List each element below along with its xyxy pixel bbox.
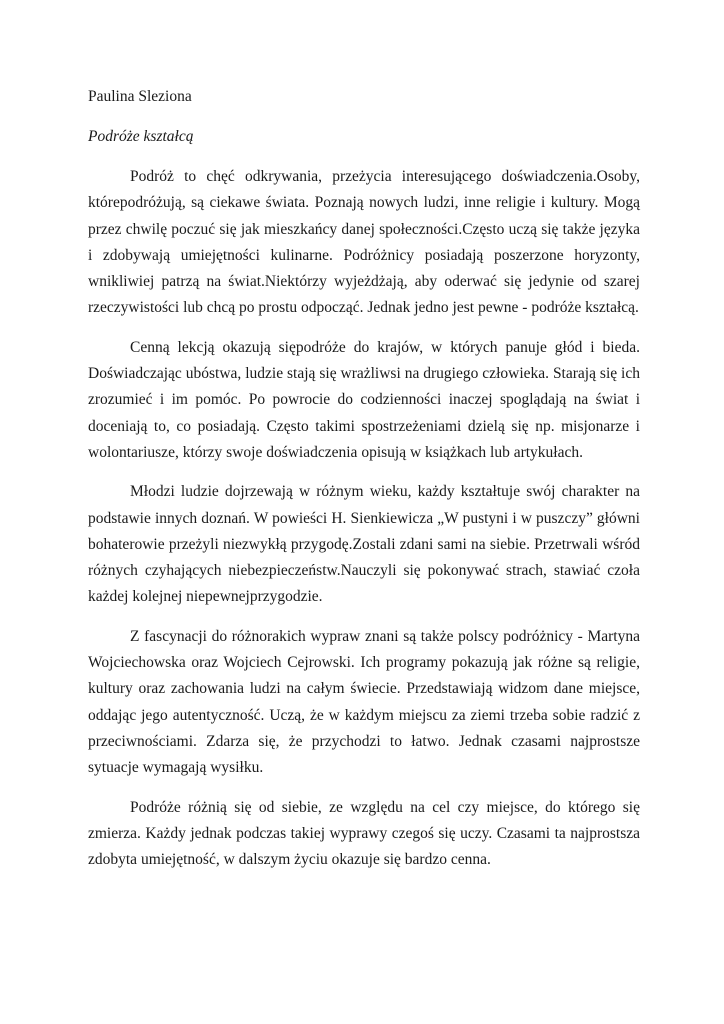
paragraph: Młodzi ludzie dojrzewają w różnym wieku, każdy kształtuje swój charakter na podstawie innych doznań. W powieści H. Sienkiewicza „W pustyni i w puszczy” główni bohaterowie przeżyli niezwykłą przygodę.Zostali zdani sami na siebie. Przetrwali wśród różnych czyhających niebezpieczeństw.Nauczyli się pokonywać strach, stawiać czoła każdej kolejnej niepewnejprzygodzie. <box>88 483 640 606</box>
paragraph: Podróże różnią się od siebie, ze względu na cel czy miejsce, do którego się zmierza. Każdy jednak podczas takiej wyprawy czegoś się uczy. Czasami ta najprostsza zdobyta umiejętność, w dalszym życiu okazuje się bardzo cenna. <box>88 798 640 869</box>
paragraph: Cenną lekcją okazują siępodróże do krajów, w których panuje głód i bieda. Doświadczając ubóstwa, ludzie stają się wrażliwsi na drugiego człowieka. Starają się ich zrozumieć i im pomóc. Po powrocie do codzienności inaczej spoglądają na świat i doceniają to, co posiadają. Często takimi spostrzeżeniami dzielą się np. misjonarze i wolontariusze, którzy swoje doświadczenia opisują w książkach lub artykułach. <box>88 338 640 461</box>
document-body <box>88 84 640 886</box>
paragraph: Podróż to chęć odkrywania, przeżycia interesującego doświadczenia.Osoby, którepodróżują, są ciekawe świata. Poznają nowych ludzi, inne religie i kultury. Mogą przez chwilę poczuć się jak mieszkańcy danej społeczności.Często uczą się także języka i zdobywają umiejętności kulinarne. Podróżnicy posiadają poszerzone horyzonty, wnikliwiej patrzą na świat.Niektórzy wyjeżdżają, aby oderwać się jedynie od szarej rzeczywistości lub chcą po prostu odpocząć. Jednak jedno jest pewne - podróże kształcą. <box>88 168 640 317</box>
essay-title: Podróże kształcą <box>88 128 194 145</box>
author-name: Paulina Sleziona <box>88 88 192 105</box>
paragraph: Z fascynacji do różnorakich wypraw znani są także polscy podróżnicy - Martyna Wojciechowska oraz Wojciech Cejrowski. Ich programy pokazują jak różne są religie, kultury oraz zachowania ludzi na całym świecie. Przedstawiają widzom dane miejsce, oddając jego autentyczność. Uczą, że w każdym miejscu za ziemi trzeba sobie radzić z przeciwnościami. Zdarza się, że przychodzi to łatwo. Jednak czasami najprostsze sytuacje wymagają wysiłku. <box>88 627 640 777</box>
